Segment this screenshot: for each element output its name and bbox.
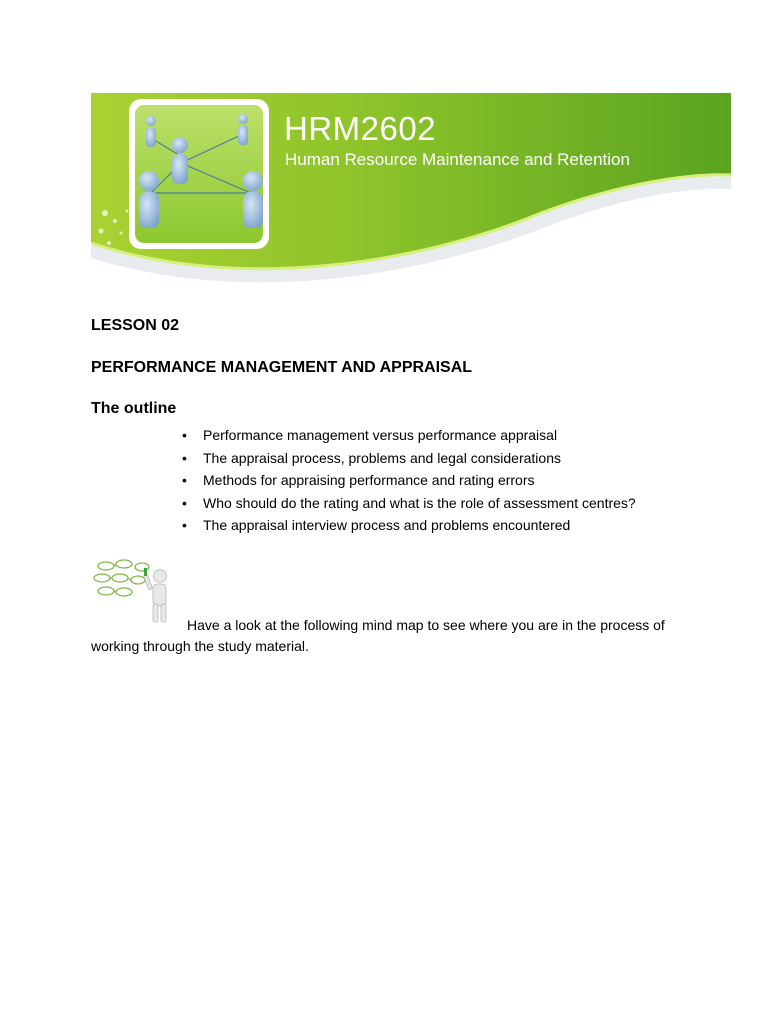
list-item-text: Methods for appraising performance and rating errors xyxy=(203,472,535,488)
list-item-text: The appraisal interview process and problems encountered xyxy=(203,517,571,533)
list-item-text: Performance management versus performance appraisal xyxy=(203,427,558,443)
list-item xyxy=(180,447,636,470)
list-item xyxy=(180,514,636,537)
intro-text: Have a look at the following mind map to see where you are in the process of working through the study material. xyxy=(91,617,665,654)
outline-heading: The outline xyxy=(91,400,177,417)
lesson-number: LESSON 02 xyxy=(91,317,180,334)
bullet-icon: • xyxy=(182,494,187,511)
list-item-text: The appraisal process, problems and legal considerations xyxy=(203,449,561,466)
outline-list xyxy=(180,424,636,537)
intro-paragraph xyxy=(91,615,691,657)
list-item xyxy=(180,424,636,447)
bullet-icon: • xyxy=(182,449,187,466)
bullet-icon: • xyxy=(182,427,187,443)
course-title: Human Resource Maintenance and Retention xyxy=(285,150,630,169)
list-item xyxy=(180,492,636,515)
list-item-text: Who should do the rating and what is the role of assessment centres? xyxy=(203,494,636,511)
bullet-icon: • xyxy=(182,472,187,488)
bullet-icon: • xyxy=(182,517,187,533)
lesson-title: PERFORMANCE MANAGEMENT AND APPRAISAL xyxy=(91,359,473,376)
course-code: HRM2602 xyxy=(284,110,437,147)
list-item xyxy=(180,469,636,492)
